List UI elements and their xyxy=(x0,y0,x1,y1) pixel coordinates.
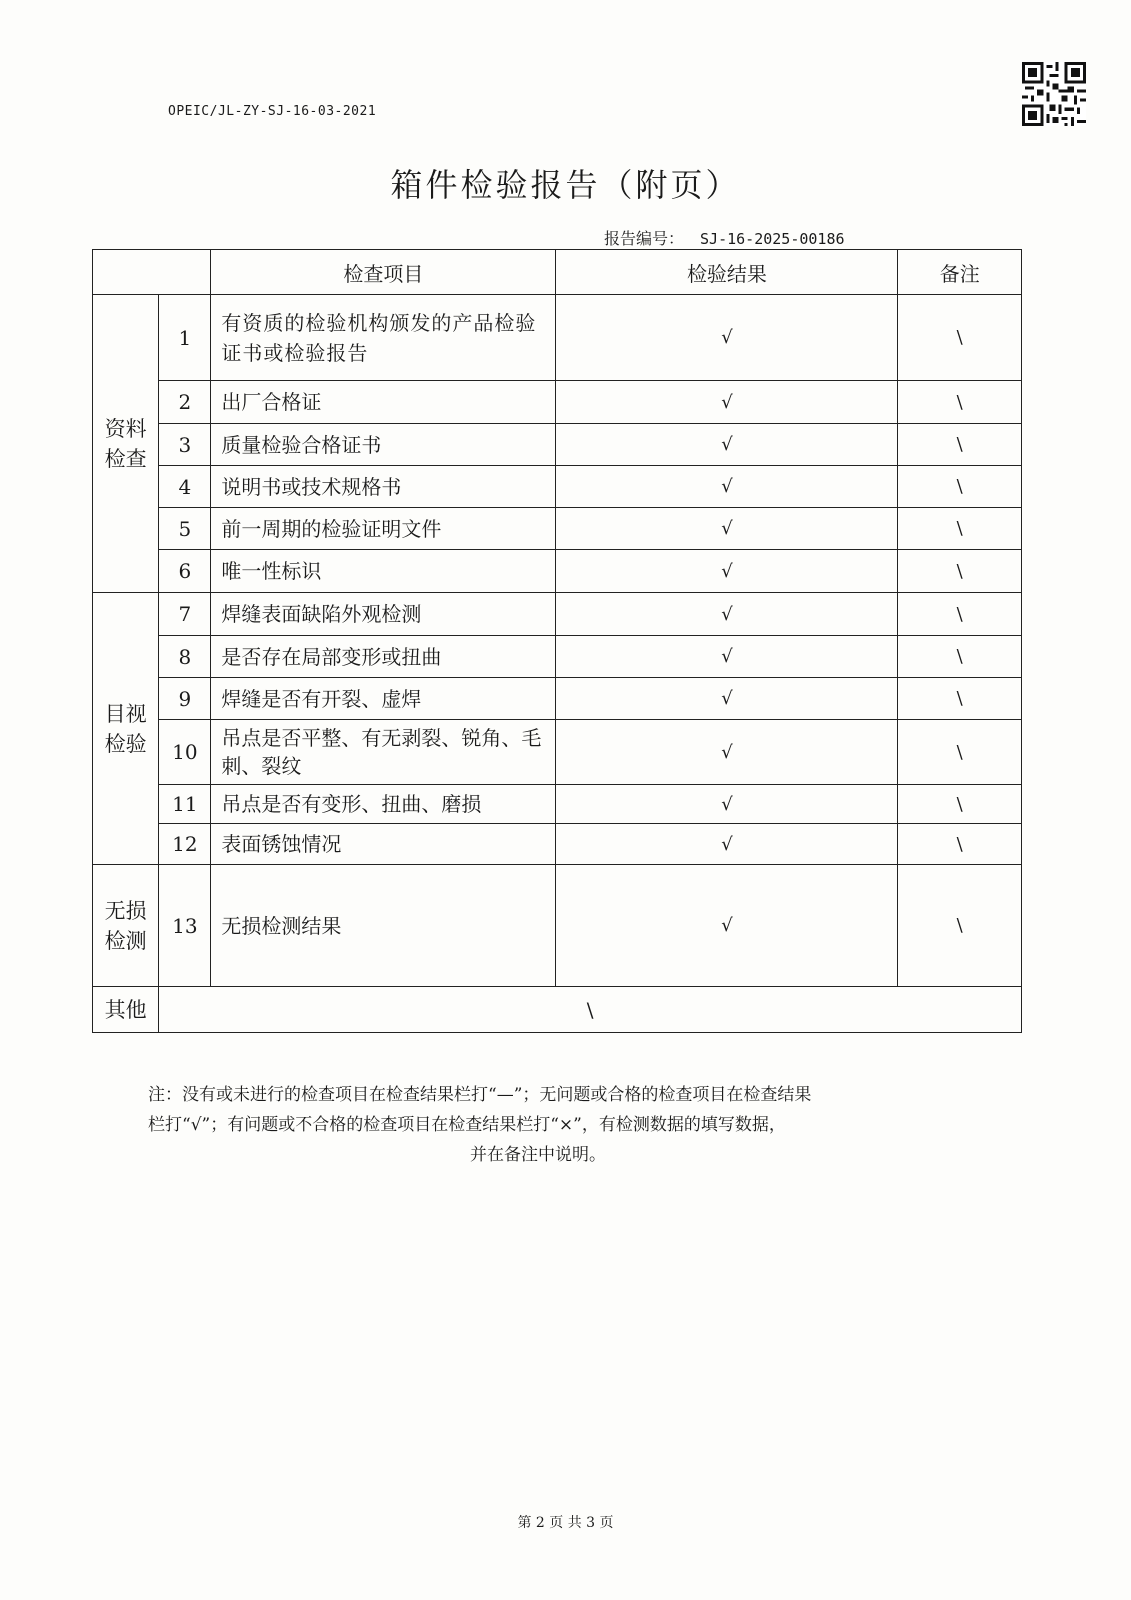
row-note: \ xyxy=(898,550,1022,593)
table-row xyxy=(93,508,1022,550)
row-number: 4 xyxy=(159,466,211,508)
row-item: 质量检验合格证书 xyxy=(211,424,556,466)
row-note: \ xyxy=(898,295,1022,381)
col-header-note: 备注 xyxy=(898,250,1022,295)
footnote-line-1: 注：没有或未进行的检查项目在检查结果栏打“—”；无问题或合格的检查项目在检查结果 xyxy=(148,1085,812,1105)
category-cell xyxy=(93,593,159,865)
row-number: 12 xyxy=(159,824,211,865)
footnote-line-2: 栏打“√”；有问题或不合格的检查项目在检查结果栏打“×”，有检测数据的填写数据， xyxy=(148,1115,786,1135)
row-result: √ xyxy=(556,295,898,381)
row-note: \ xyxy=(898,424,1022,466)
row-result: √ xyxy=(556,824,898,865)
table-row xyxy=(93,720,1022,785)
row-number: 2 xyxy=(159,381,211,424)
row-result: √ xyxy=(556,678,898,720)
row-item: 是否存在局部变形或扭曲 xyxy=(211,636,556,678)
category-label: 资料检查 xyxy=(104,416,147,471)
row-result: √ xyxy=(556,636,898,678)
table-row-other xyxy=(93,987,1022,1033)
row-number: 3 xyxy=(159,424,211,466)
row-number: 7 xyxy=(159,593,211,636)
row-item: 唯一性标识 xyxy=(211,550,556,593)
row-note: \ xyxy=(898,381,1022,424)
col-header-result: 检验结果 xyxy=(556,250,898,295)
row-item: 吊点是否平整、有无剥裂、锐角、毛刺、裂纹 xyxy=(211,720,556,785)
row-number: 8 xyxy=(159,636,211,678)
footnote xyxy=(148,1080,968,1170)
row-number: 9 xyxy=(159,678,211,720)
row-item: 吊点是否有变形、扭曲、磨损 xyxy=(211,785,556,824)
table-header-row xyxy=(93,250,1022,295)
table-row xyxy=(93,824,1022,865)
row-note: \ xyxy=(898,865,1022,987)
page-title: 箱件检验报告（附页） xyxy=(390,166,741,204)
table-row xyxy=(93,295,1022,381)
table-row xyxy=(93,636,1022,678)
table-row xyxy=(93,865,1022,987)
row-number: 10 xyxy=(159,720,211,785)
row-number: 11 xyxy=(159,785,211,824)
row-note: \ xyxy=(898,593,1022,636)
row-number: 6 xyxy=(159,550,211,593)
report-number-value: SJ-16-2025-00186 xyxy=(700,230,845,248)
row-result: √ xyxy=(556,720,898,785)
row-item: 焊缝是否有开裂、虚焊 xyxy=(211,678,556,720)
row-result: √ xyxy=(556,508,898,550)
row-result: √ xyxy=(556,381,898,424)
report-number xyxy=(604,226,845,249)
category-label: 无损检测 xyxy=(104,898,147,953)
row-result: √ xyxy=(556,466,898,508)
table-row xyxy=(93,550,1022,593)
row-item: 焊缝表面缺陷外观检测 xyxy=(211,593,556,636)
row-item: 有资质的检验机构颁发的产品检验证书或检验报告 xyxy=(211,295,556,381)
category-cell xyxy=(93,295,159,593)
table-row xyxy=(93,785,1022,824)
inspection-table xyxy=(92,249,1022,1033)
category-label: 目视检验 xyxy=(104,701,147,756)
report-number-label: 报告编号： xyxy=(604,229,685,248)
row-item: 说明书或技术规格书 xyxy=(211,466,556,508)
table-row xyxy=(93,678,1022,720)
row-result: √ xyxy=(556,550,898,593)
qr-code-icon xyxy=(1022,62,1086,126)
row-note: \ xyxy=(898,636,1022,678)
footnote-line-3: 并在备注中说明。 xyxy=(470,1145,606,1165)
row-note: \ xyxy=(898,720,1022,785)
row-note: \ xyxy=(898,466,1022,508)
row-result: √ xyxy=(556,785,898,824)
row-number: 5 xyxy=(159,508,211,550)
document-code: OPEIC/JL-ZY-SJ-16-03-2021 xyxy=(168,104,377,119)
row-result: √ xyxy=(556,865,898,987)
row-note: \ xyxy=(898,824,1022,865)
row-result: √ xyxy=(556,593,898,636)
table-row xyxy=(93,381,1022,424)
row-note: \ xyxy=(898,785,1022,824)
table-row xyxy=(93,593,1022,636)
row-item: 表面锈蚀情况 xyxy=(211,824,556,865)
row-number: 1 xyxy=(159,295,211,381)
col-header-item: 检查项目 xyxy=(211,250,556,295)
category-cell xyxy=(93,865,159,987)
other-label: 其他 xyxy=(93,987,159,1033)
header-blank-cell xyxy=(93,250,211,295)
row-item: 出厂合格证 xyxy=(211,381,556,424)
row-item: 无损检测结果 xyxy=(211,865,556,987)
row-note: \ xyxy=(898,678,1022,720)
other-value: \ xyxy=(159,987,1022,1033)
table-row xyxy=(93,466,1022,508)
page-number: 第 2 页 共 3 页 xyxy=(517,1515,614,1531)
row-note: \ xyxy=(898,508,1022,550)
row-item: 前一周期的检验证明文件 xyxy=(211,508,556,550)
table-row xyxy=(93,424,1022,466)
row-number: 13 xyxy=(159,865,211,987)
row-result: √ xyxy=(556,424,898,466)
